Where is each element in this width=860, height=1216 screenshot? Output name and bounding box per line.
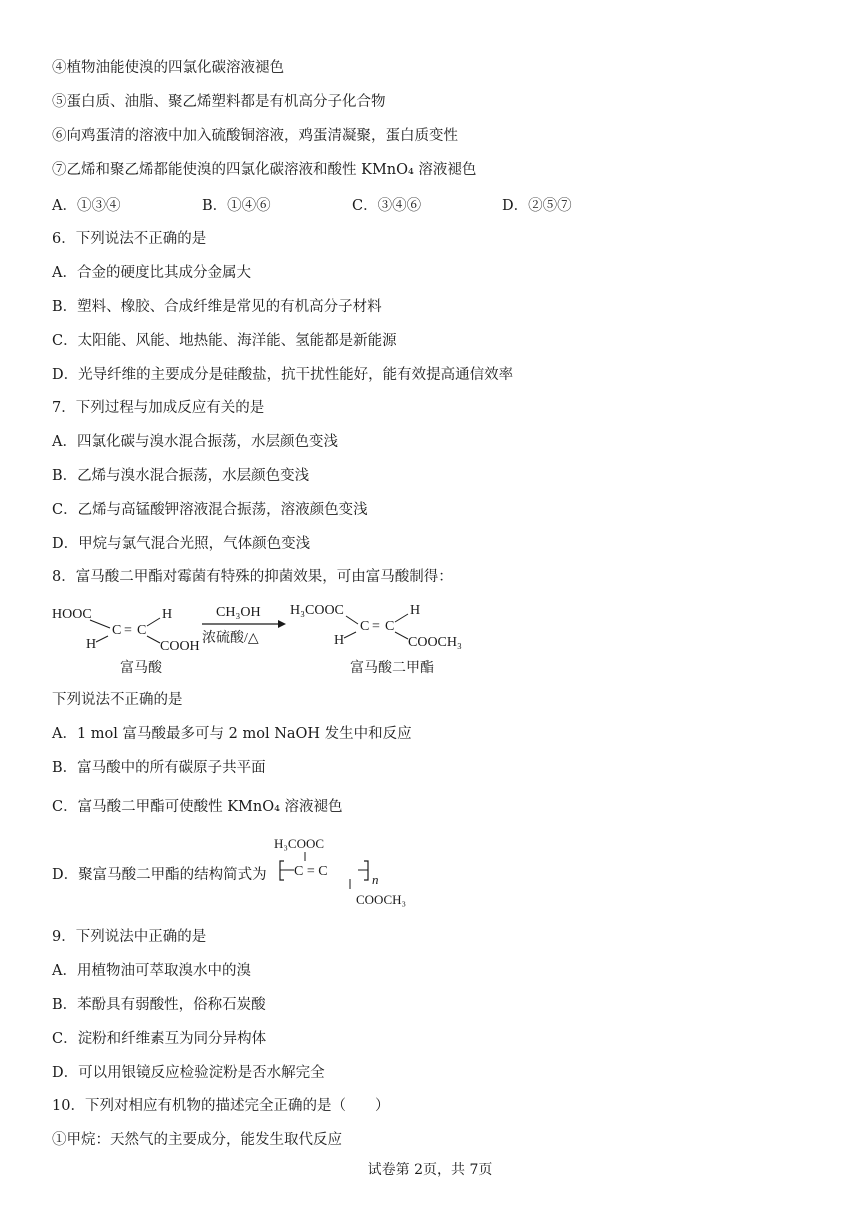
left-bottom-group: COOH bbox=[160, 639, 200, 654]
right-h-top: H bbox=[410, 603, 421, 618]
condition: 浓硫酸/△ bbox=[202, 631, 259, 646]
q8-stem: 8．富马酸二甲酯对霉菌有特殊的抑菌效果，可由富马酸制得： bbox=[52, 569, 453, 585]
polymer-chain: C = C bbox=[294, 864, 328, 879]
statement-5: ⑤蛋白质、油脂、聚乙烯塑料都是有机高分子化合物 bbox=[52, 94, 386, 110]
left-h-top: H bbox=[162, 607, 173, 622]
q7-option-d[interactable]: D．甲烷与氯气混合光照，气体颜色变浅 bbox=[52, 536, 311, 552]
q6-option-a[interactable]: A．合金的硬度比其成分金属大 bbox=[52, 265, 251, 281]
q7-option-b[interactable]: B．乙烯与溴水混合振荡，水层颜色变浅 bbox=[52, 468, 310, 484]
polymer-subscript-n: n bbox=[372, 872, 379, 887]
q10-stem: 10．下列对相应有机物的描述完全正确的是（ ） bbox=[52, 1098, 390, 1114]
q8-option-d[interactable]: D．聚富马酸二甲酯的结构简式为 bbox=[52, 867, 267, 883]
q7-option-a[interactable]: A．四氯化碳与溴水混合振荡，水层颜色变浅 bbox=[52, 434, 338, 450]
left-top-group: HOOC bbox=[52, 607, 92, 622]
polymer-bottom-group: COOCH₃ bbox=[356, 892, 407, 907]
q6-option-b[interactable]: B．塑料、橡胶、合成纤维是常见的有机高分子材料 bbox=[52, 299, 382, 315]
q7-stem: 7．下列过程与加成反应有关的是 bbox=[52, 400, 265, 416]
reagent: CH₃OH bbox=[216, 605, 261, 620]
q5-option-a[interactable]: A．①③④ bbox=[52, 198, 121, 214]
q8-option-b[interactable]: B．富马酸中的所有碳原子共平面 bbox=[52, 760, 266, 776]
left-carbon-2: C bbox=[137, 623, 147, 638]
q5-option-c[interactable]: C．③④⑥ bbox=[352, 198, 422, 214]
q5-option-b[interactable]: B．①④⑥ bbox=[202, 198, 271, 214]
right-carbon-2: C bbox=[385, 619, 395, 634]
left-compound-name: 富马酸 bbox=[120, 661, 162, 676]
fumaric-acid-reaction-scheme bbox=[50, 598, 490, 680]
q8-option-a[interactable]: A．1 mol 富马酸最多可与 2 mol NaOH 发生中和反应 bbox=[52, 726, 412, 742]
page-footer: 试卷第 2页，共 7页 bbox=[367, 1162, 493, 1178]
q9-option-d[interactable]: D．可以用银镜反应检验淀粉是否水解完全 bbox=[52, 1065, 325, 1081]
polymer-structure bbox=[272, 834, 432, 914]
q9-option-a[interactable]: A．用植物油可萃取溴水中的溴 bbox=[52, 963, 251, 979]
q6-option-c[interactable]: C．太阳能、风能、地热能、海洋能、氢能都是新能源 bbox=[52, 333, 397, 349]
q9-option-b[interactable]: B．苯酚具有弱酸性，俗称石炭酸 bbox=[52, 997, 266, 1013]
left-double-bond: = bbox=[124, 623, 132, 638]
q5-option-d[interactable]: D．②⑤⑦ bbox=[502, 198, 572, 214]
reaction-arrow-head bbox=[278, 620, 286, 628]
statement-4: ④植物油能使溴的四氯化碳溶液褪色 bbox=[52, 60, 284, 76]
statement-7: ⑦乙烯和聚乙烯都能使溴的四氯化碳溶液和酸性 KMnO₄ 溶液褪色 bbox=[52, 162, 477, 178]
q6-stem: 6．下列说法不正确的是 bbox=[52, 231, 207, 247]
right-compound-name: 富马酸二甲酯 bbox=[350, 661, 434, 676]
q7-option-c[interactable]: C．乙烯与高锰酸钾溶液混合振荡，溶液颜色变浅 bbox=[52, 502, 368, 518]
polymer-top-group: H₃COOC bbox=[274, 836, 325, 851]
q6-option-d[interactable]: D．光导纤维的主要成分是硅酸盐，抗干扰性能好，能有效提高通信效率 bbox=[52, 367, 514, 383]
right-h-bottom: H bbox=[334, 633, 345, 648]
q5-options bbox=[52, 196, 672, 216]
q10-statement-1: ①甲烷：天然气的主要成分，能发生取代反应 bbox=[52, 1132, 342, 1148]
right-bottom-group: COOCH₃ bbox=[408, 635, 462, 650]
q9-stem: 9．下列说法中正确的是 bbox=[52, 929, 207, 945]
left-carbon-1: C bbox=[112, 623, 122, 638]
statement-6: ⑥向鸡蛋清的溶液中加入硫酸铜溶液，鸡蛋清凝聚，蛋白质变性 bbox=[52, 128, 458, 144]
q9-option-c[interactable]: C．淀粉和纤维素互为同分异构体 bbox=[52, 1031, 267, 1047]
q8-sub-stem: 下列说法不正确的是 bbox=[52, 692, 183, 708]
right-double-bond: = bbox=[372, 619, 380, 634]
right-carbon-1: C bbox=[360, 619, 370, 634]
left-h-bottom: H bbox=[86, 637, 97, 652]
right-top-group: H₃COOC bbox=[290, 603, 344, 618]
q8-option-c[interactable]: C．富马酸二甲酯可使酸性 KMnO₄ 溶液褪色 bbox=[52, 799, 343, 815]
